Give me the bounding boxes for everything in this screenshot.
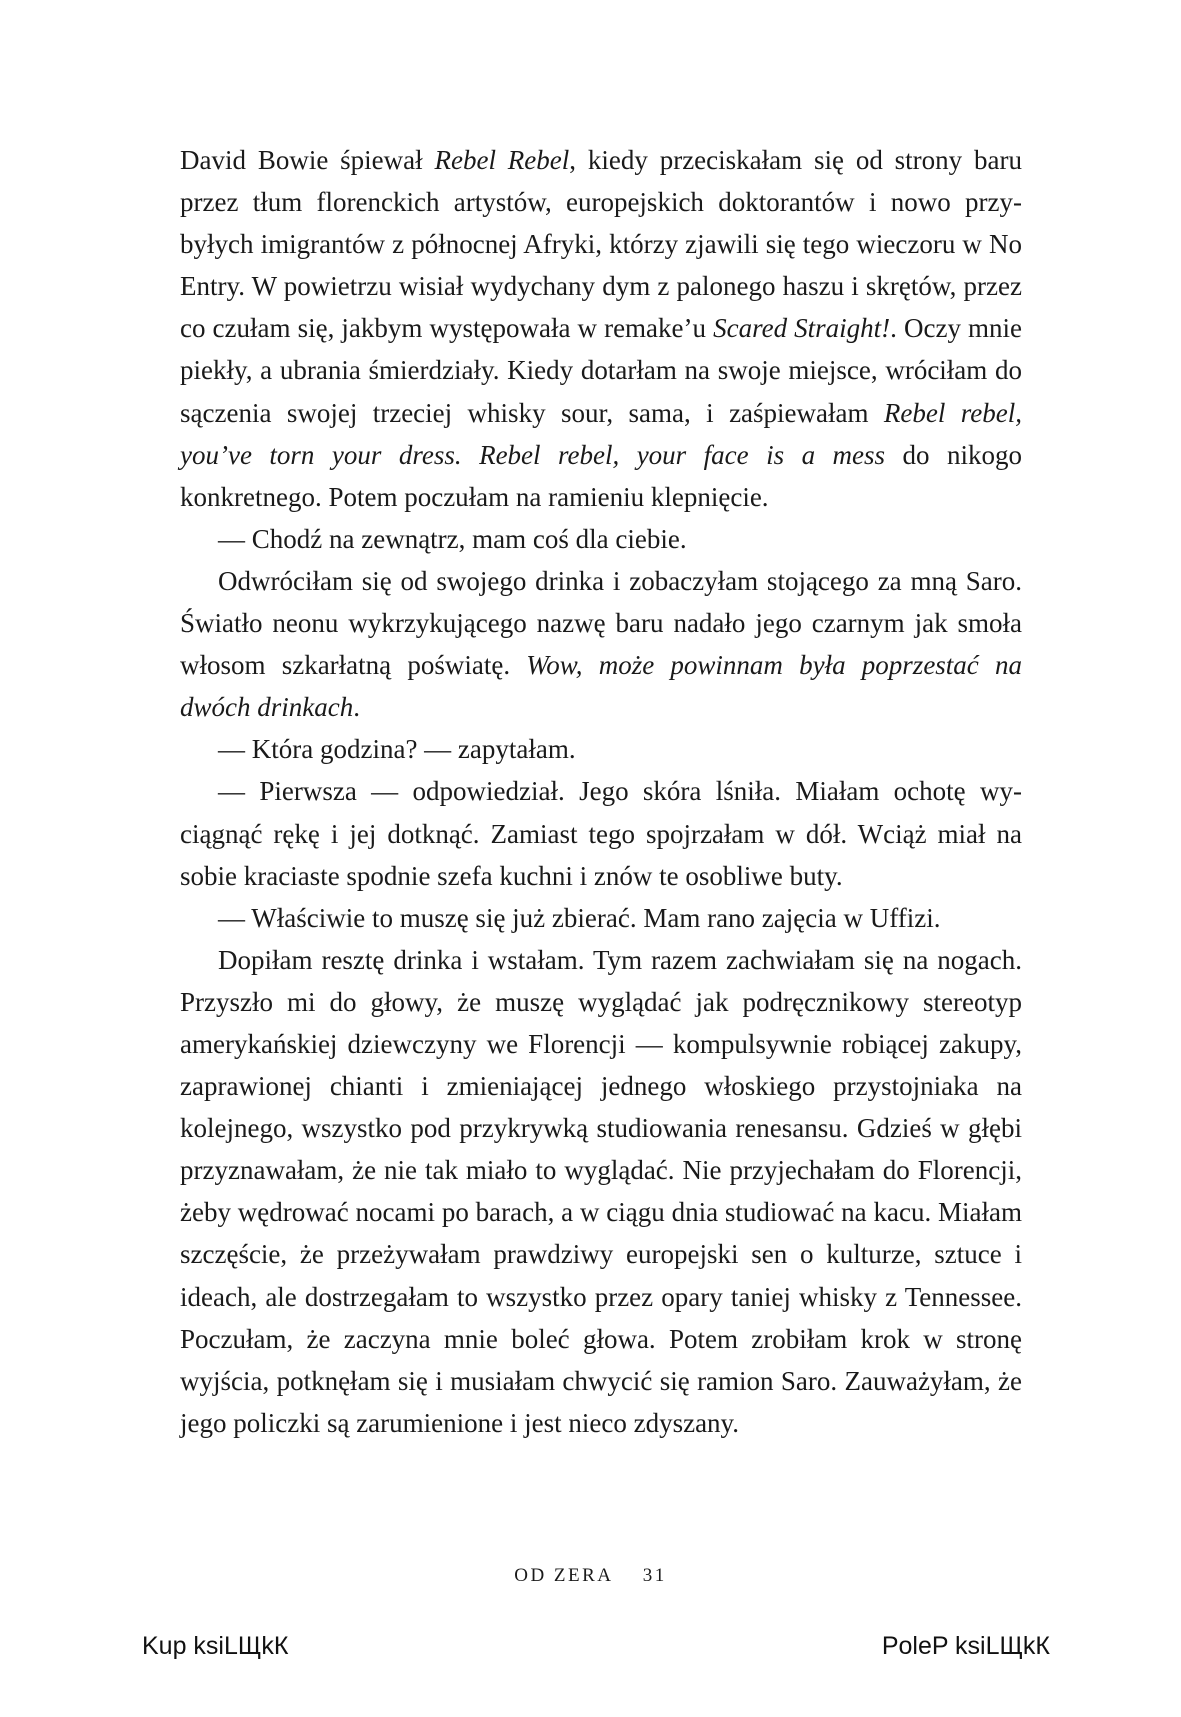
- buy-book-link[interactable]: Kup ksiLЩkК: [142, 1632, 289, 1660]
- paragraph: [180, 939, 1022, 1444]
- recommend-book-link[interactable]: PoleP ksiLЩkК: [881, 1632, 1050, 1660]
- text-run: — Pierwsza — odpowiedział. Jego skóra lśniła. Miałam ochotę wyciągnąć rękę i jej dotknąć. Zamiast tego spojrzałam w dół. Wciąż miał na sobie kraciaste spodnie szefa kuchni i znów te osobliwe buty.: [180, 776, 1022, 891]
- text-run: David Bowie śpiewał: [180, 145, 435, 175]
- running-footer: [0, 1565, 1181, 1587]
- text-run: — Która godzina? — zapytałam.: [218, 734, 576, 765]
- italic-text: Rebel Rebel: [434, 145, 570, 175]
- italic-text: Scared Straight!: [713, 313, 891, 344]
- paragraph: [180, 770, 1022, 896]
- page-number: 31: [642, 1565, 667, 1586]
- text-run: — Właściwie to muszę się już zbierać. Mam rano zajęcia w Uffizi.: [218, 902, 941, 933]
- text-run: Odwróciłam się od swojego drinka i zobaczyłam stojącego za mną Saro. Światło neonu wykrzykującego nazwę baru nadało jego czarnym jak smoła włosom szkarłatną poświatę.: [180, 565, 1022, 681]
- text-run: do nikogo konkretnego. Potem poczułam na ramieniu klepnięcie.: [180, 439, 1022, 512]
- italic-text: Rebel rebel, you’ve torn your dress. Rebel rebel, your face is a mess: [180, 397, 1023, 470]
- paragraph: [180, 897, 1022, 939]
- text-run: — Chodź na zewnątrz, mam coś dla ciebie.: [218, 523, 687, 554]
- paragraph: [180, 728, 1022, 770]
- text-run: Dopiłam resztę drinka i wstałam. Tym razem zachwiałam się na nogach. Przyszło mi do głowy, że muszę wyglądać jak podręcznikowy stereotyp amerykańskiej dziewczyny we Florencji — kompulsywnie robiącej zakupy, zaprawionej chianti i zmieniającej jednego włoskiego przystojniaka na kolejnego, wszystko pod przykrywką studiowania renesansu. Gdzieś w głębi przyznawałam, że nie tak miało to wyglądać. Nie przyjechałam do Florencji, żeby wędrować nocami po barach, a w ciągu dnia studiować na kacu. Miałam szczęście, że przeżywałam prawdziwy europejski sen o kulturze, sztuce i ideach, ale dostrzegałam to wszystko przez opary taniej whisky z Tennessee. Poczułam, że zaczyna mnie boleć głowa. Potem zrobiłam krok w stronę wyjścia, potknęłam się i musiałam chwycić się ramion Saro. Zauważyłam, że jego policzki są zarumienione i jest nieco zdyszany.: [180, 944, 1022, 1438]
- paragraph: [180, 139, 1022, 518]
- italic-text: Wow, może powinnam była poprzestać na dwóch drinkach: [180, 650, 1022, 723]
- body-text: [180, 139, 1022, 1444]
- paragraph: [180, 518, 1022, 560]
- text-run: , kiedy przeciskałam się od strony baru przez tłum florenckich artystów, europejskich doktorantów i nowo przybyłych imigrantów z północnej Afryki, którzy zjawili się tego wieczoru w No Entry. W powietrzu wisiał wydychany dym z palonego haszu i skrętów, przez co czułam się, jakbym występowała w remake’u: [180, 145, 1022, 344]
- text-run: . Oczy mnie piekły, a ubrania śmierdziały. Kiedy dotarłam na swoje miejsce, wróciłam do sączenia swojej trzeciej whisky sour, sama, i zaśpiewałam: [180, 313, 1023, 428]
- book-title: OD ZERA: [514, 1565, 614, 1586]
- text-run: .: [353, 692, 360, 723]
- paragraph: [180, 560, 1022, 728]
